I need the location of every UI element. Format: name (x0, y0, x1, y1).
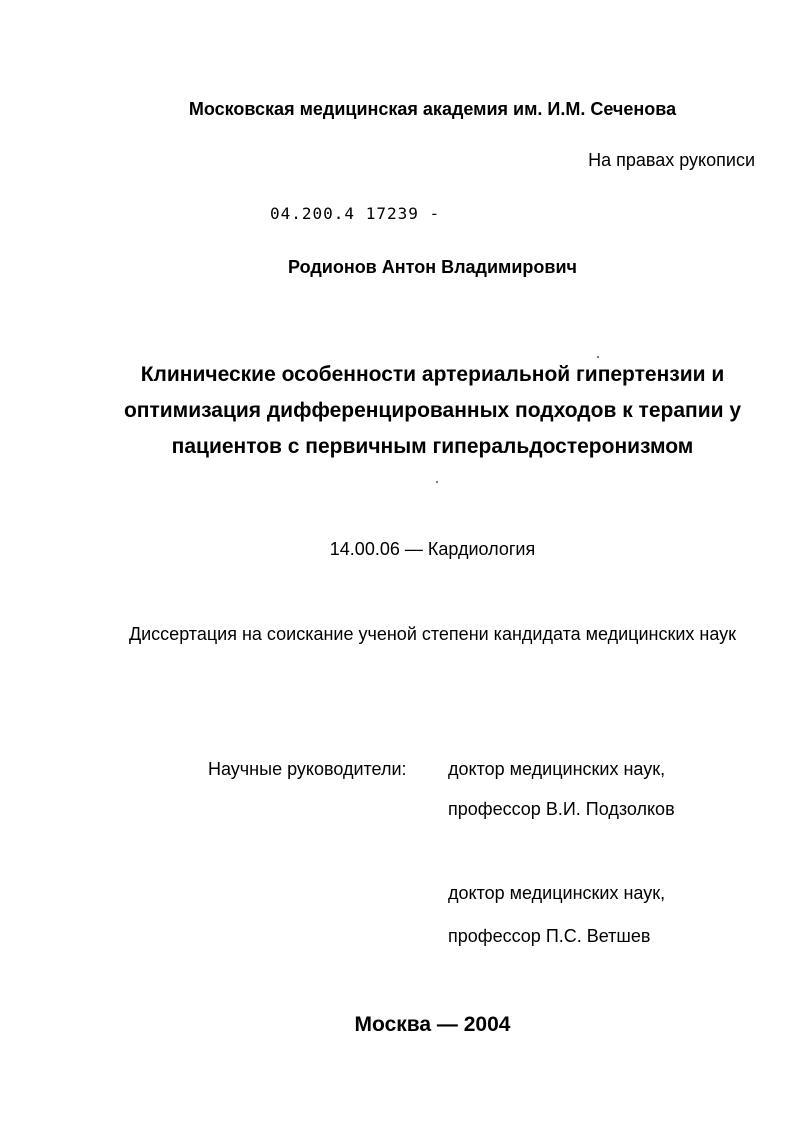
scan-speck (597, 356, 599, 358)
city-year: Москва — 2004 (354, 1013, 511, 1036)
supervisor-2-degree: доктор медицинских наук, (448, 883, 666, 903)
supervisor-1-degree: доктор медицинских наук, (448, 759, 666, 779)
dissertation-title (0, 357, 795, 465)
supervisor-1-name: профессор В.И. Подзолков (448, 799, 675, 819)
title-line: оптимизация дифференцированных подходов к терапии у (123, 399, 742, 422)
title-line: Клинические особенности артериальной гипертензии и (140, 363, 725, 386)
supervisors-label: Научные руководители: (208, 759, 407, 779)
manuscript-note: На правах рукописи (588, 150, 755, 170)
supervisor-2-name: профессор П.С. Ветшев (448, 926, 651, 946)
catalog-number-stamp: 04.200.4 17239 - (270, 204, 441, 223)
title-line: пациентов с первичным гиперальдостеронизмом (171, 435, 694, 458)
author-name: Родионов Антон Владимирович (288, 257, 577, 277)
scan-speck (436, 481, 438, 483)
specialty-code: 14.00.06 — Кардиология (329, 539, 536, 559)
dissertation-statement: Диссертация на соискание ученой степени кандидата медицинских наук (128, 624, 737, 644)
institution-name: Московская медицинская академия им. И.М. Сеченова (188, 99, 677, 119)
